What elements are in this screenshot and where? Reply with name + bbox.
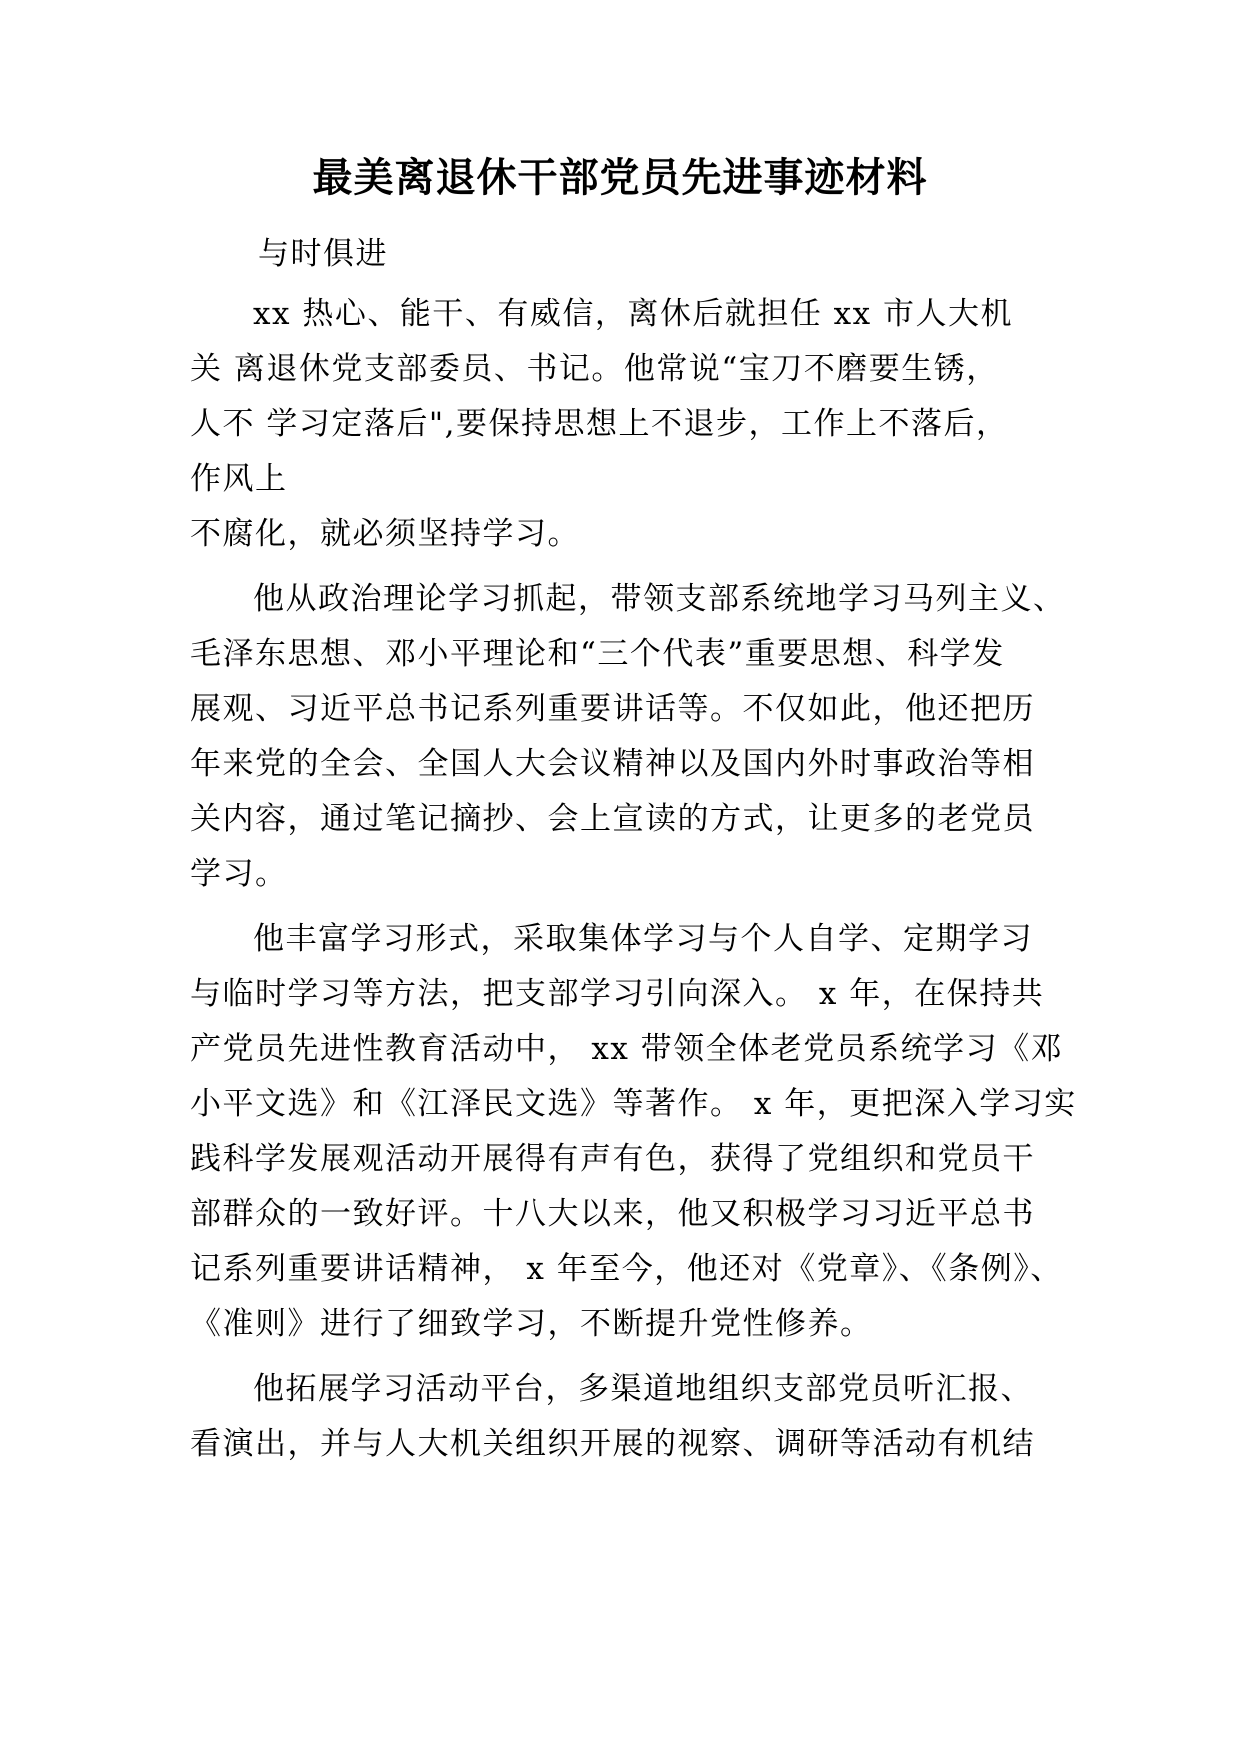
paragraph-line: 部群众的一致好评。十八大以来，他又积极学习习近平总书 xyxy=(190,1196,1035,1232)
paragraph-line: 关内容，通过笔记摘抄、会上宣读的方式，让更多的老党员 xyxy=(190,801,1035,837)
paragraph-line: 毛泽东思想、邓小平理论和“三个代表”重要思想、科学发 xyxy=(190,636,1005,672)
document-subtitle: 与时俱进 xyxy=(258,236,388,272)
paragraph-line: 记系列重要讲话精神， x 年至今，他还对《党章》、《条例》、 xyxy=(190,1251,1063,1287)
paragraph-line: 人不 学习定落后",要保持思想上不退步，工作上不落后， xyxy=(190,406,1009,442)
paragraph-line: 年来党的全会、全国人大会议精神以及国内外时事政治等相 xyxy=(190,746,1035,782)
paragraph-line: 关 离退休党支部委员、书记。他常说“宝刀不磨要生锈， xyxy=(190,351,999,387)
paragraph-line: 践科学发展观活动开展得有声有色，获得了党组织和党员干 xyxy=(190,1141,1035,1177)
paragraph-line: 作风上 xyxy=(190,461,288,497)
paragraph-line: 学习。 xyxy=(190,856,288,892)
paragraph-line: 小平文选》和《江泽民文选》等著作。 x 年，更把深入学习实 xyxy=(190,1086,1077,1122)
paragraph-line: 他拓展学习活动平台，多渠道地组织支部党员听汇报、 xyxy=(253,1371,1033,1407)
paragraph-line: 他丰富学习形式，采取集体学习与个人自学、定期学习 xyxy=(253,921,1033,957)
document-title: 最美离退休干部党员先进事迹材料 xyxy=(312,155,928,201)
paragraph-line: xx 热心、能干、有威信，离休后就担任 xx 市人大机 xyxy=(253,296,1013,332)
paragraph-line: 产党员先进性教育活动中， xx 带领全体老党员系统学习《邓 xyxy=(190,1031,1064,1067)
paragraph-line: 不腐化，就必须坚持学习。 xyxy=(190,516,580,552)
paragraph-line: 与临时学习等方法，把支部学习引向深入。 x 年，在保持共 xyxy=(190,976,1045,1012)
paragraph-line: 他从政治理论学习抓起，带领支部系统地学习马列主义、 xyxy=(253,581,1066,617)
paragraph-line: 展观、习近平总书记系列重要讲话等。不仅如此，他还把历 xyxy=(190,691,1035,727)
paragraph-line: 《准则》进行了细致学习，不断提升党性修养。 xyxy=(190,1306,873,1342)
paragraph-line: 看演出，并与人大机关组织开展的视察、调研等活动有机结 xyxy=(190,1426,1035,1462)
